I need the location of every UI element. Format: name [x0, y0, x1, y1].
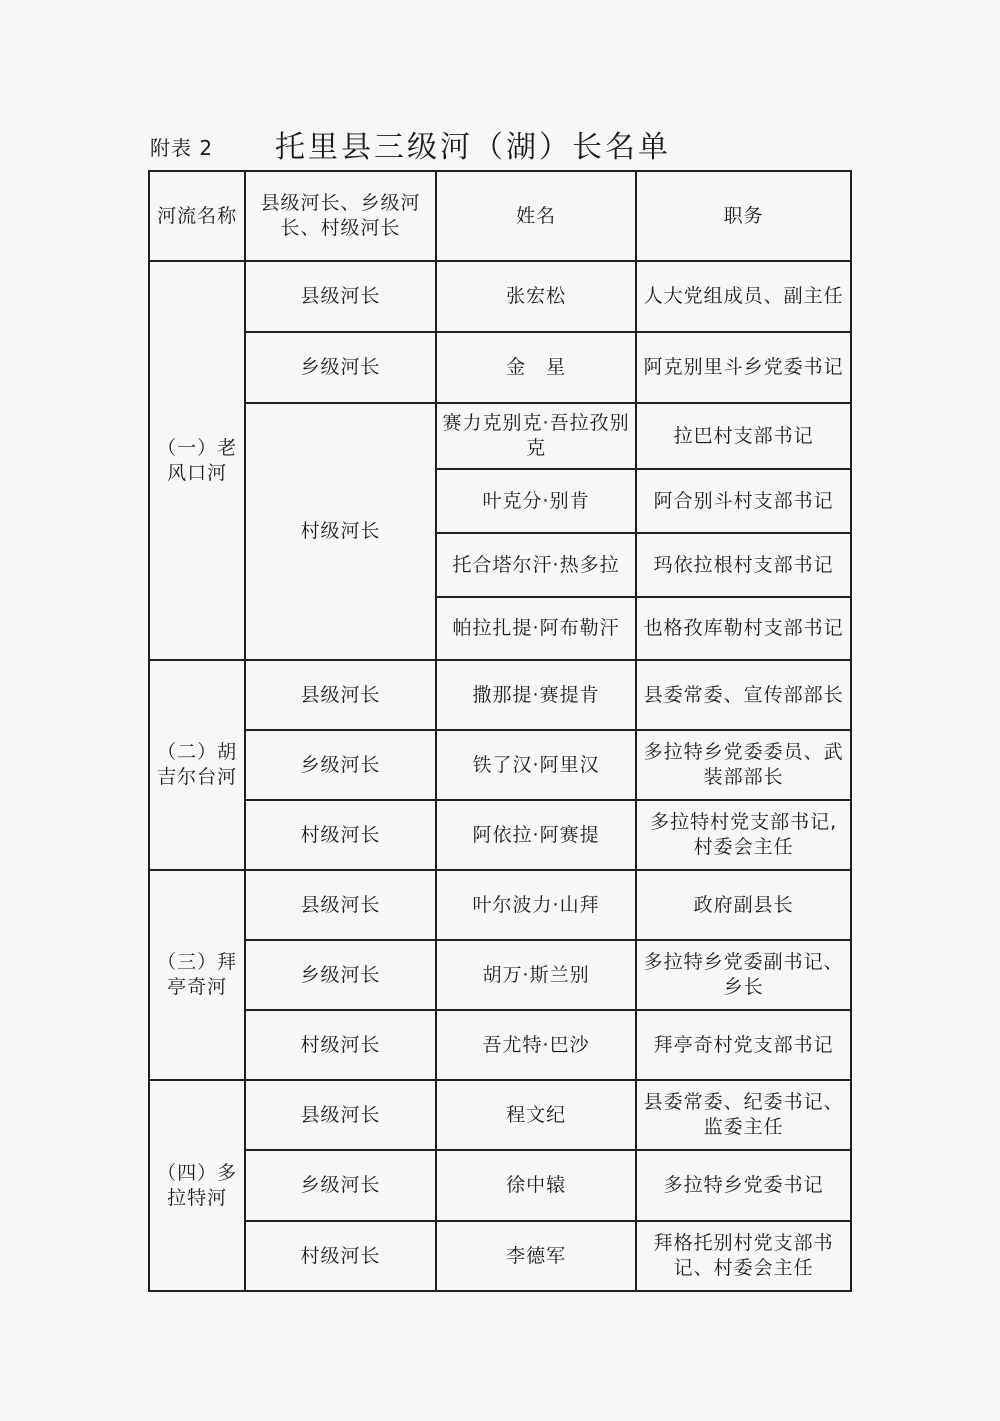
chief-level-cell: 村级河长 [245, 403, 436, 660]
chief-level-cell: 县级河长 [245, 261, 436, 332]
position-cell: 政府副县长 [636, 870, 851, 940]
river-name-cell: （四）多拉特河 [149, 1080, 245, 1291]
chief-level-cell: 乡级河长 [245, 940, 436, 1010]
chief-level-cell: 县级河长 [245, 1080, 436, 1150]
position-cell: 县委常委、纪委书记、监委主任 [636, 1080, 851, 1150]
position-cell: 玛依拉根村支部书记 [636, 533, 851, 597]
position-cell: 多拉特乡党委副书记、乡长 [636, 940, 851, 1010]
person-name-cell: 帕拉扎提·阿布勒汗 [436, 597, 637, 660]
river-name-cell: （一）老风口河 [149, 261, 245, 660]
position-cell: 也格孜库勒村支部书记 [636, 597, 851, 660]
person-name-cell: 赛力克别克·吾拉孜别克 [436, 403, 637, 469]
person-name-cell: 铁了汉·阿里汉 [436, 730, 637, 800]
person-name-cell: 叶尔波力·山拜 [436, 870, 637, 940]
chief-level-cell: 村级河长 [245, 800, 436, 870]
position-cell: 阿克别里斗乡党委书记 [636, 332, 851, 403]
table-row [149, 1150, 851, 1221]
annex-label: 附表 2 [150, 136, 214, 160]
person-name-cell: 李德军 [436, 1221, 637, 1291]
position-cell: 多拉特乡党委书记 [636, 1150, 851, 1221]
table-row [149, 1221, 851, 1291]
table-row [149, 332, 851, 403]
table-row [149, 940, 851, 1010]
table-row [149, 800, 851, 870]
river-name-cell: （二）胡吉尔台河 [149, 660, 245, 870]
person-name-cell: 叶克分·别肯 [436, 469, 637, 533]
position-cell: 县委常委、宣传部部长 [636, 660, 851, 730]
table-row [149, 403, 851, 469]
table-row [149, 261, 851, 332]
table-row [149, 870, 851, 940]
chief-level-cell: 乡级河长 [245, 1150, 436, 1221]
table-row [149, 1010, 851, 1080]
header-river-name: 河流名称 [149, 171, 245, 261]
person-name-cell: 胡万·斯兰别 [436, 940, 637, 1010]
table-row [149, 1080, 851, 1150]
header-position: 职务 [636, 171, 851, 261]
person-name-cell: 阿依拉·阿赛提 [436, 800, 637, 870]
position-cell: 拉巴村支部书记 [636, 403, 851, 469]
position-cell: 人大党组成员、副主任 [636, 261, 851, 332]
person-name-cell: 张宏松 [436, 261, 637, 332]
river-name-cell: （三）拜亭奇河 [149, 870, 245, 1080]
position-cell: 拜亭奇村党支部书记 [636, 1010, 851, 1080]
person-name-cell: 托合塔尔汗·热多拉 [436, 533, 637, 597]
person-name-cell: 撒那提·赛提肯 [436, 660, 637, 730]
position-cell: 多拉特村党支部书记,村委会主任 [636, 800, 851, 870]
chief-level-cell: 村级河长 [245, 1010, 436, 1080]
header-chief-level: 县级河长、乡级河长、村级河长 [245, 171, 436, 261]
person-name-cell: 金 星 [436, 332, 637, 403]
person-name-cell: 程文纪 [436, 1080, 637, 1150]
header-person-name: 姓名 [436, 171, 637, 261]
position-cell: 多拉特乡党委委员、武装部部长 [636, 730, 851, 800]
table-row [149, 730, 851, 800]
chief-level-cell: 村级河长 [245, 1221, 436, 1291]
river-chief-table [148, 170, 852, 1292]
chief-level-cell: 乡级河长 [245, 332, 436, 403]
person-name-cell: 吾尤特·巴沙 [436, 1010, 637, 1080]
document-title: 托里县三级河（湖）长名单 [275, 130, 671, 165]
chief-level-cell: 乡级河长 [245, 730, 436, 800]
person-name-cell: 徐中辕 [436, 1150, 637, 1221]
table-row [149, 660, 851, 730]
chief-level-cell: 县级河长 [245, 660, 436, 730]
chief-level-cell: 县级河长 [245, 870, 436, 940]
position-cell: 阿合别斗村支部书记 [636, 469, 851, 533]
header-row [149, 171, 851, 261]
position-cell: 拜格托别村党支部书记、村委会主任 [636, 1221, 851, 1291]
